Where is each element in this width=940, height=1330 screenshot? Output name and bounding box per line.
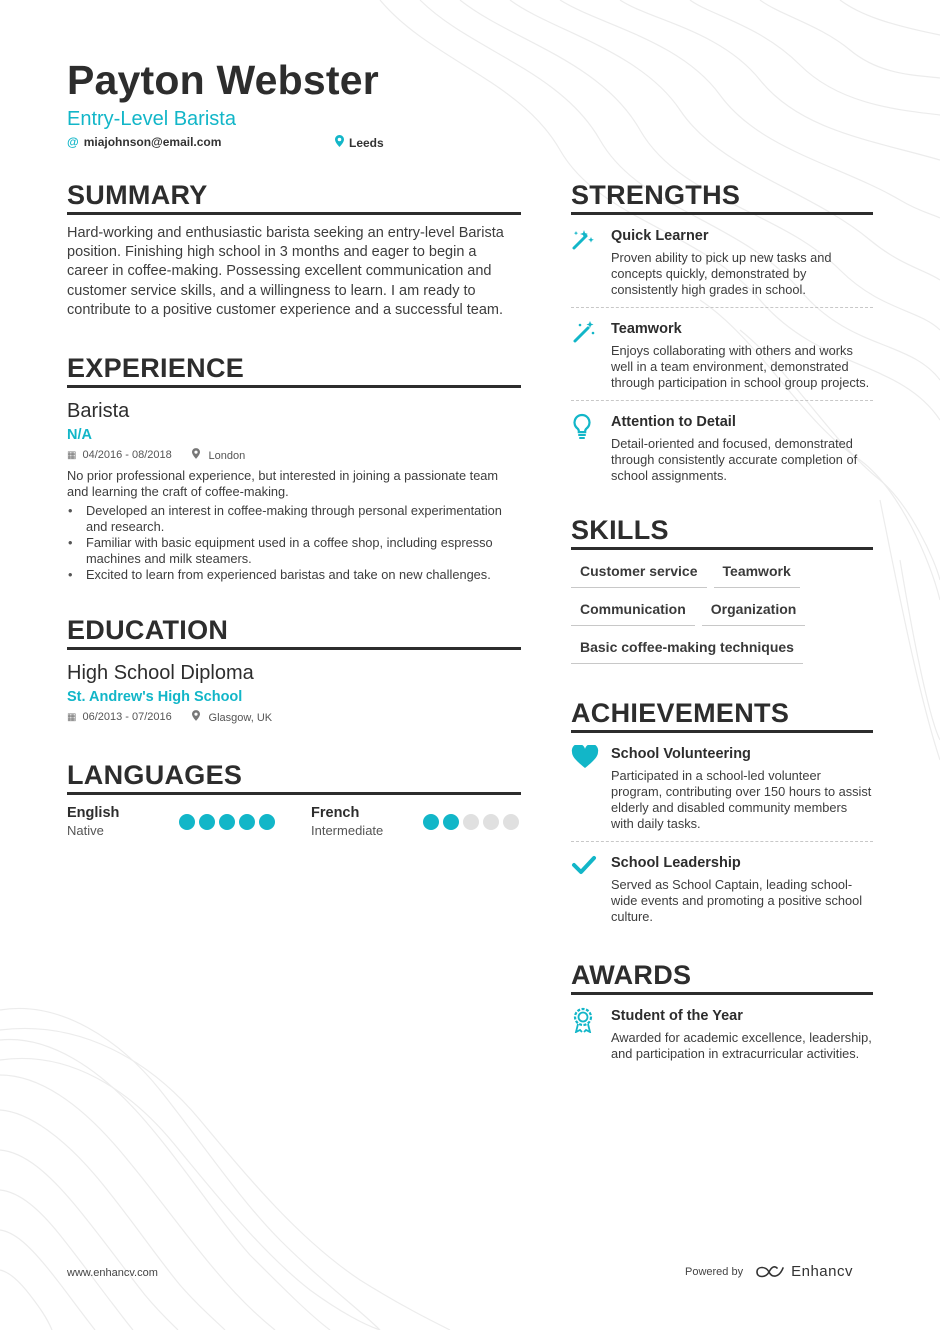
achievement-desc: Served as School Captain, leading school-wide events and promoting a positive school culture. (611, 877, 863, 924)
skills-list (571, 557, 873, 671)
language-rating (423, 814, 519, 839)
footer-branding (685, 1263, 853, 1280)
rating-dot (199, 814, 215, 830)
map-pin-icon (335, 135, 344, 150)
language-rating (179, 814, 275, 839)
language-name: English (67, 805, 120, 822)
strength-title: Quick Learner (611, 228, 709, 244)
map-pin-icon (192, 713, 203, 724)
magic-wand-icon (571, 227, 611, 298)
skill-tag: Teamwork (714, 557, 800, 588)
summary-title: SUMMARY (67, 180, 521, 215)
rating-dot (483, 814, 499, 830)
award-item (571, 1004, 873, 1071)
heart-icon (571, 745, 611, 832)
job-title: Barista (67, 400, 130, 423)
award-desc: Awarded for academic excellence, leadership, and participation in extracurricular activities. (611, 1030, 872, 1061)
skill-tag: Organization (702, 595, 806, 626)
skill-tag: Communication (571, 595, 695, 626)
email-text: miajohnson@email.com (83, 135, 222, 149)
strengths-title: STRENGTHS (571, 180, 873, 215)
summary-text: Hard-working and enthusiastic barista seeking an entry-level Barista position. Finishing high school in 3 months and eager to begin a career in coffee-making. Possessing excellent communication and customer service skills, and a willingness to learn. I am ready to contribute to a positive customer experience and a successful team. (67, 225, 504, 318)
skills-title: SKILLS (571, 515, 873, 550)
education-meta (67, 710, 521, 726)
rating-dot (463, 814, 479, 830)
rating-dot (503, 814, 519, 830)
language-level: Intermediate (311, 823, 384, 839)
achievement-title: School Volunteering (611, 746, 751, 762)
job-description: No prior professional experience, but interested in joining a passionate team and learning the craft of coffee-making. (67, 468, 499, 500)
job-dates: ▦ 04/2016 - 08/2018 (67, 449, 172, 462)
list-item: • Developed an interest in coffee-making through personal experimentation and research. (67, 503, 521, 535)
brand-name: Enhancv (791, 1263, 853, 1280)
map-pin-icon (192, 451, 203, 462)
rating-dot (423, 814, 439, 830)
summary-section (67, 180, 521, 320)
strength-title: Attention to Detail (611, 414, 736, 430)
achievements-title: ACHIEVEMENTS (571, 698, 873, 733)
left-column (67, 180, 521, 839)
strength-desc: Enjoys collaborating with others and works well in a team environment, demonstrated through participation in school group projects. (611, 343, 870, 390)
job-meta (67, 448, 521, 464)
languages-title: LANGUAGES (67, 760, 521, 795)
calendar-icon: ▦ (67, 450, 77, 462)
rating-dot (239, 814, 255, 830)
location-contact (335, 135, 384, 150)
awards-section (571, 960, 873, 1071)
right-column (571, 180, 873, 1071)
brand-logo[interactable] (755, 1263, 853, 1280)
list-item: • Excited to learn from experienced baristas and take on new challenges. (67, 567, 521, 583)
enhancv-logo-icon (755, 1264, 785, 1280)
strength-title: Teamwork (611, 321, 682, 337)
strength-item (571, 224, 873, 308)
achievement-desc: Participated in a school-led volunteer program, contributing over 150 hours to assist elderly and disabled community members with daily tasks. (611, 768, 872, 831)
candidate-role: Entry-Level Barista (67, 108, 236, 130)
experience-title: EXPERIENCE (67, 353, 521, 388)
achievements-section (571, 698, 873, 934)
rating-dot (179, 814, 195, 830)
school-name: St. Andrew's High School (67, 689, 243, 706)
list-item: • Familiar with basic equipment used in a coffee shop, including espresso machines and milk steamers. (67, 535, 521, 567)
strength-item (571, 401, 873, 493)
skill-tag: Basic coffee-making techniques (571, 633, 803, 664)
education-location: Glasgow, UK (192, 710, 272, 726)
language-item (311, 804, 521, 839)
languages-section (67, 760, 521, 839)
footer-website[interactable]: www.enhancv.com (67, 1267, 158, 1279)
languages-list (67, 804, 521, 839)
company-name: N/A (67, 427, 92, 444)
wand-sparkle-icon (571, 320, 611, 391)
calendar-icon: ▦ (67, 712, 77, 724)
education-title: EDUCATION (67, 615, 521, 650)
checkmark-icon (571, 854, 611, 925)
strength-desc: Proven ability to pick up new tasks and concepts quickly, demonstrated by consistently high grades in school. (611, 250, 832, 297)
language-level: Native (67, 823, 104, 839)
skills-section (571, 515, 873, 671)
awards-title: AWARDS (571, 960, 873, 995)
rating-dot (259, 814, 275, 830)
achievement-item (571, 842, 873, 934)
skill-tag: Customer service (571, 557, 707, 588)
candidate-name: Payton Webster (67, 57, 379, 103)
location-text: Leeds (349, 135, 384, 150)
strength-desc: Detail-oriented and focused, demonstrated through consistently accurate completion of school assignments. (611, 436, 858, 483)
award-title: Student of the Year (611, 1008, 743, 1024)
job-location: London (192, 448, 246, 464)
language-item (67, 804, 311, 839)
achievement-title: School Leadership (611, 855, 741, 871)
job-bullets (67, 503, 521, 583)
at-icon: @ (67, 135, 79, 149)
contact-info (67, 135, 887, 153)
experience-section (67, 353, 521, 583)
powered-by-label: Powered by (685, 1265, 744, 1278)
lightbulb-icon (571, 413, 611, 484)
strengths-section (571, 180, 873, 493)
rating-dot (219, 814, 235, 830)
resume-header (67, 56, 887, 153)
email-contact[interactable] (67, 135, 221, 149)
education-section (67, 615, 521, 726)
education-dates: ▦ 06/2013 - 07/2016 (67, 711, 172, 724)
strength-item (571, 308, 873, 401)
achievement-item (571, 742, 873, 842)
award-medal-icon (571, 1007, 611, 1062)
rating-dot (443, 814, 459, 830)
degree-title: High School Diploma (67, 662, 254, 685)
language-name: French (311, 805, 360, 822)
